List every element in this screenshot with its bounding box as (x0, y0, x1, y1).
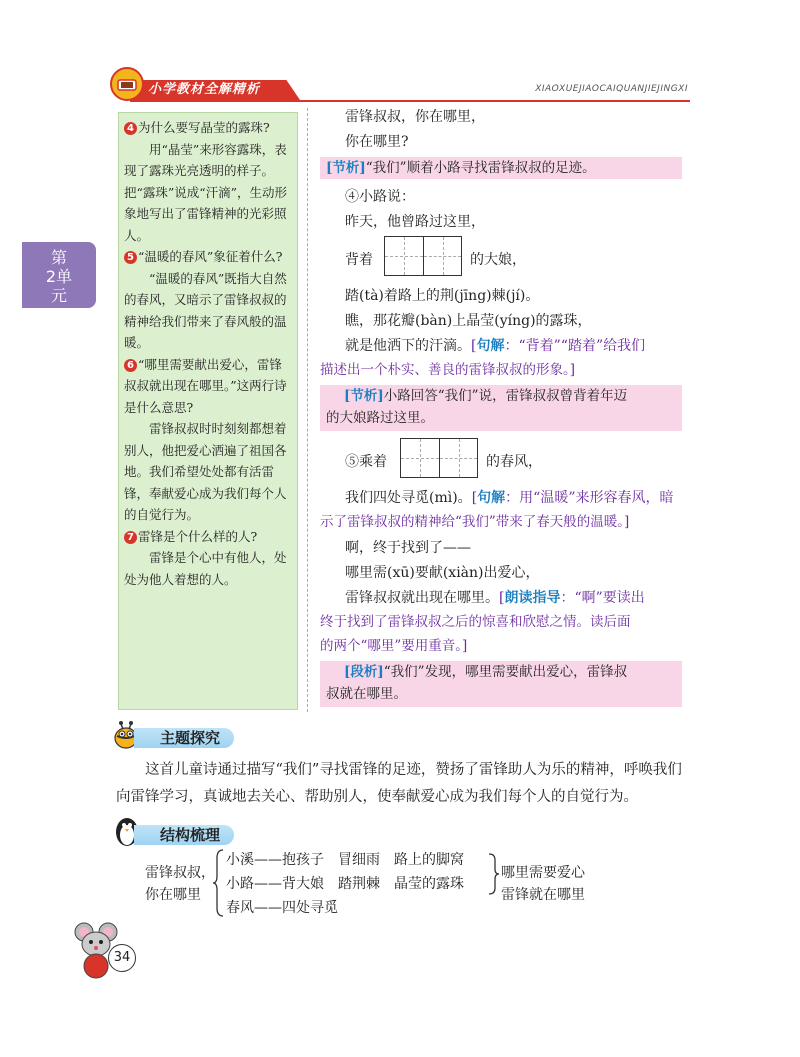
sentence-note: [句解：“背着”“踏着”给我们 (471, 338, 646, 354)
note-text: ：“啊”要读出 (560, 590, 645, 606)
unit-char: 2 (45, 267, 57, 286)
unit-char: 元 (50, 286, 67, 305)
structure-row: 春风——四处寻觅 (226, 900, 338, 916)
right-brace-icon (488, 852, 500, 896)
sidebar-questions (124, 117, 292, 590)
note-text: ：用“温暖”来形容春风，暗 (505, 490, 674, 506)
sentence-note: [句解：用“温暖”来形容春风，暗 (471, 490, 674, 506)
answer-text: 雷锋叔叔时时刻刻都想着别人，他把爱心洒遍了祖国各地。我们希望处处都有活雷锋，奉献爱心成为我们每个人的自觉行为。 (124, 421, 287, 522)
theme-text: 这首儿童诗通过描写“我们”寻找雷锋的足迹，赞扬了雷锋助人为乐的精神，呼唤我们向雷锋学习，真诚地去关心、帮助别人，使奉献爱心成为我们每个人的自觉行为。 (116, 762, 682, 805)
poem-text: 雷锋叔叔就出现在哪里。 (345, 590, 499, 606)
question-number: 4 (124, 122, 137, 135)
note-continuation: 的两个“哪里”要用重音。] (320, 638, 468, 654)
fill-in-box[interactable] (384, 236, 462, 276)
poem-line: 的春风， (486, 454, 542, 470)
analysis-text: 的大娘路过这里。 (326, 410, 434, 426)
poem-line: 背着 (345, 252, 373, 268)
note-continuation: 示了雷锋叔叔的精神给“我们”带来了春天般的温暖。] (320, 514, 630, 530)
poem-line (345, 335, 645, 357)
answer-text: 用“晶莹”来形容露珠，表现了露珠光亮透明的样子。把“露珠”说成“汗滴”，生动形象地写出了雷锋精神的光彩照人。 (124, 141, 288, 243)
analysis-text: 小路回答“我们”说，雷锋叔叔曾背着年迈 (383, 388, 628, 404)
note-text: ：“背着”“踏着”给我们 (504, 338, 646, 354)
analysis-label: [节析] (344, 388, 384, 404)
theme-heading: 主题探究 (134, 728, 234, 748)
question-text: “温暖的春风”象征着什么? (138, 249, 283, 264)
structure-row: 小路——背大娘 踏荆棘 晶莹的露珠 (226, 876, 464, 892)
poem-line: 昨天，他曾路过这里， (345, 214, 485, 230)
poem-text: 我们四处寻觅(mì)。 (345, 490, 472, 506)
unit-tab (22, 242, 96, 308)
question-text: 雷锋是个什么样的人? (138, 528, 258, 544)
question-block (124, 246, 292, 354)
poem-line: 瞧，那花瓣(bàn)上晶莹(yíng)的露珠， (345, 313, 592, 329)
structure-row: 小溪——抱孩子 冒细雨 路上的脚窝 (226, 852, 464, 868)
poem-line: ⑤乘着 (345, 454, 387, 470)
question-block (124, 117, 292, 246)
question-block (124, 354, 292, 526)
left-brace-icon (212, 848, 224, 918)
poem-line: 踏(tà)着路上的荆(jīng)棘(jí)。 (345, 288, 540, 304)
analysis-text: “我们”发现，哪里需要献出爱心，雷锋叔 (383, 664, 628, 680)
question-text: “哪里需要献出爱心，雷锋叔叔就出现在哪里。”这两行诗是什么意思? (124, 356, 287, 415)
book-title-pinyin: XIAOXUEJIAOCAIQUANJIEJINGXI (535, 84, 688, 94)
structure-root: 雷锋叔叔， (145, 865, 215, 881)
fill-in-box[interactable] (400, 438, 478, 478)
question-number: 5 (124, 251, 137, 264)
poem-line: 啊，终于找到了—— (345, 540, 471, 556)
poem-line: ④小路说： (345, 189, 415, 205)
structure-conclusion: 雷锋就在哪里 (501, 887, 585, 903)
note-continuation: 终于找到了雷锋叔叔之后的惊喜和欣慰之情。读后面 (320, 614, 631, 630)
question-number: 6 (124, 359, 137, 372)
section-analysis-box (320, 385, 682, 431)
answer-text: 雷锋是个心中有他人，处处为他人着想的人。 (124, 550, 287, 587)
book-title: 小学教材全解精析 (148, 82, 261, 97)
poem-line: 雷锋叔叔，你在哪里， (345, 109, 485, 125)
poem-line: 的大娘， (470, 252, 526, 268)
unit-char: 第 (50, 248, 67, 267)
analysis-label: [段析] (344, 664, 384, 680)
analysis-text: 叔就在哪里。 (326, 686, 407, 702)
question-block (124, 526, 292, 591)
poem-line (345, 587, 645, 609)
structure-heading: 结构梳理 (134, 825, 234, 845)
answer-text: “温暖的春风”既指大自然的春风，又暗示了雷锋叔叔的精神给我们带来了春风般的温暖。 (124, 270, 287, 350)
book-logo-icon (108, 66, 146, 102)
poem-line (345, 487, 673, 509)
analysis-text: “我们”顺着小路寻找雷锋叔叔的足迹。 (365, 160, 596, 176)
column-divider (307, 108, 308, 712)
structure-conclusion: 哪里需要爱心 (501, 865, 585, 881)
note-label: 朗读指导 (504, 590, 561, 606)
section-analysis-box (320, 157, 682, 179)
poem-line: 你在哪里? (345, 134, 409, 150)
header-rule (130, 100, 690, 102)
note-label: 句解 (477, 490, 506, 506)
poem-line: 哪里需(xū)要献(xiàn)出爱心， (345, 565, 540, 581)
question-text: 为什么要写晶莹的露珠? (138, 120, 270, 135)
poem-text: 就是他洒下的汗滴。 (345, 338, 471, 354)
note-label: 句解 (476, 338, 505, 354)
reading-guide-note: [朗读指导：“啊”要读出 (499, 590, 645, 606)
analysis-label: [节析] (326, 160, 366, 176)
question-number: 7 (124, 531, 137, 544)
page-number: 34 (108, 944, 136, 972)
unit-char: 单 (56, 267, 73, 286)
paragraph-analysis-box (320, 661, 682, 707)
structure-root: 你在哪里 (145, 887, 201, 903)
note-continuation: 描述出一个朴实、善良的雷锋叔叔的形象。] (320, 362, 576, 378)
